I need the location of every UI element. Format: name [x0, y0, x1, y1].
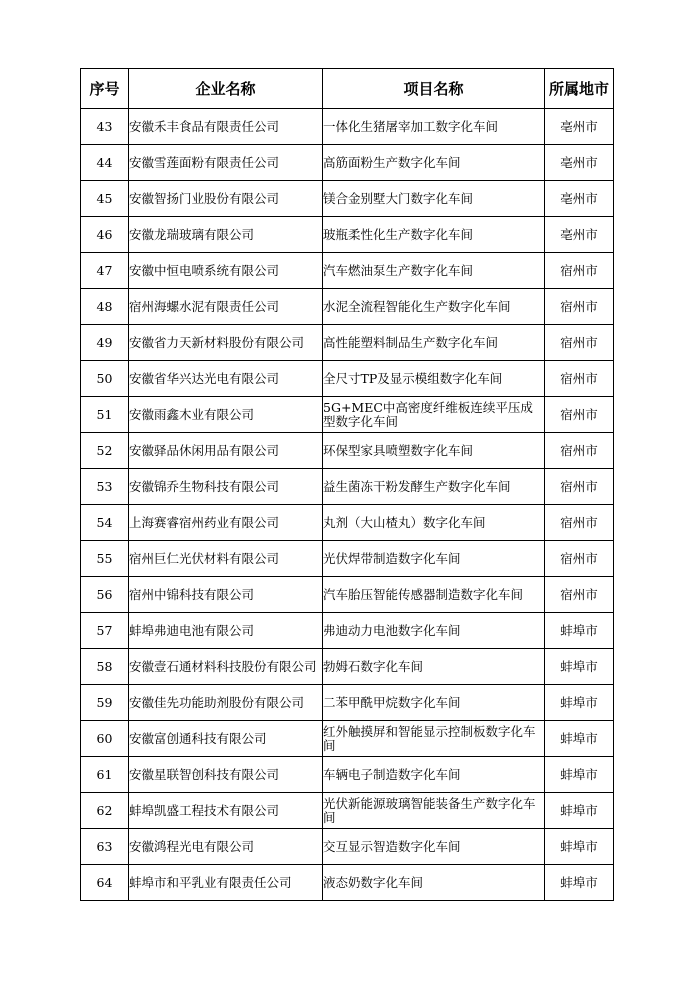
- header-city: 所属地市: [545, 69, 614, 109]
- row-number: 54: [81, 505, 129, 541]
- table-row: [81, 757, 614, 793]
- project-name: 交互显示智造数字化车间: [323, 829, 545, 865]
- company-name: 蚌埠凯盛工程技术有限公司: [129, 793, 323, 829]
- city-name: 宿州市: [545, 253, 614, 289]
- row-number: 60: [81, 721, 129, 757]
- company-name: 宿州海螺水泥有限责任公司: [129, 289, 323, 325]
- city-name: 宿州市: [545, 469, 614, 505]
- project-name: 水泥全流程智能化生产数字化车间: [323, 289, 545, 325]
- project-name: 一体化生猪屠宰加工数字化车间: [323, 109, 545, 145]
- project-name: 液态奶数字化车间: [323, 865, 545, 901]
- table-row: [81, 649, 614, 685]
- project-name: 高性能塑料制品生产数字化车间: [323, 325, 545, 361]
- table-row: [81, 361, 614, 397]
- row-number: 63: [81, 829, 129, 865]
- company-name: 安徽雨鑫木业有限公司: [129, 397, 323, 433]
- city-name: 蚌埠市: [545, 613, 614, 649]
- table-row: [81, 145, 614, 181]
- city-name: 蚌埠市: [545, 793, 614, 829]
- row-number: 61: [81, 757, 129, 793]
- table-row: [81, 577, 614, 613]
- project-name: 勃姆石数字化车间: [323, 649, 545, 685]
- row-number: 49: [81, 325, 129, 361]
- project-name: 玻瓶柔性化生产数字化车间: [323, 217, 545, 253]
- table-row: [81, 721, 614, 757]
- city-name: 宿州市: [545, 541, 614, 577]
- row-number: 64: [81, 865, 129, 901]
- company-name: 安徽省华兴达光电有限公司: [129, 361, 323, 397]
- row-number: 44: [81, 145, 129, 181]
- table-row: [81, 253, 614, 289]
- row-number: 45: [81, 181, 129, 217]
- city-name: 蚌埠市: [545, 829, 614, 865]
- company-name: 安徽中恒电喷系统有限公司: [129, 253, 323, 289]
- company-name: 蚌埠市和平乳业有限责任公司: [129, 865, 323, 901]
- row-number: 58: [81, 649, 129, 685]
- header-project: 项目名称: [323, 69, 545, 109]
- header-row: [81, 69, 614, 109]
- table-row: [81, 541, 614, 577]
- city-name: 宿州市: [545, 577, 614, 613]
- table-row: [81, 613, 614, 649]
- project-name: 环保型家具喷塑数字化车间: [323, 433, 545, 469]
- company-name: 安徽锦乔生物科技有限公司: [129, 469, 323, 505]
- project-name: 光伏新能源玻璃智能装备生产数字化车间: [323, 793, 545, 829]
- row-number: 59: [81, 685, 129, 721]
- row-number: 51: [81, 397, 129, 433]
- project-name: 5G+MEC中高密度纤维板连续平压成型数字化车间: [323, 397, 545, 433]
- company-name: 安徽智扬门业股份有限公司: [129, 181, 323, 217]
- company-name: 安徽雪莲面粉有限责任公司: [129, 145, 323, 181]
- city-name: 宿州市: [545, 397, 614, 433]
- company-name: 安徽富创通科技有限公司: [129, 721, 323, 757]
- table-row: [81, 397, 614, 433]
- city-name: 蚌埠市: [545, 757, 614, 793]
- table-row: [81, 505, 614, 541]
- table-row: [81, 433, 614, 469]
- city-name: 蚌埠市: [545, 649, 614, 685]
- company-name: 安徽驿品休闲用品有限公司: [129, 433, 323, 469]
- project-name: 全尺寸TP及显示模组数字化车间: [323, 361, 545, 397]
- company-name: 安徽鸿程光电有限公司: [129, 829, 323, 865]
- project-name: 汽车胎压智能传感器制造数字化车间: [323, 577, 545, 613]
- project-name: 二苯甲酰甲烷数字化车间: [323, 685, 545, 721]
- table-row: [81, 289, 614, 325]
- project-name: 光伏焊带制造数字化车间: [323, 541, 545, 577]
- table-row: [81, 829, 614, 865]
- row-number: 43: [81, 109, 129, 145]
- project-name: 益生菌冻干粉发酵生产数字化车间: [323, 469, 545, 505]
- row-number: 48: [81, 289, 129, 325]
- company-name: 安徽龙瑞玻璃有限公司: [129, 217, 323, 253]
- company-name: 安徽壹石通材料科技股份有限公司: [129, 649, 323, 685]
- city-name: 蚌埠市: [545, 721, 614, 757]
- city-name: 宿州市: [545, 433, 614, 469]
- row-number: 56: [81, 577, 129, 613]
- project-name: 弗迪动力电池数字化车间: [323, 613, 545, 649]
- project-list-table: [80, 68, 614, 901]
- row-number: 47: [81, 253, 129, 289]
- project-name: 汽车燃油泵生产数字化车间: [323, 253, 545, 289]
- row-number: 57: [81, 613, 129, 649]
- row-number: 50: [81, 361, 129, 397]
- company-name: 宿州巨仁光伏材料有限公司: [129, 541, 323, 577]
- table-row: [81, 325, 614, 361]
- table-row: [81, 217, 614, 253]
- row-number: 62: [81, 793, 129, 829]
- city-name: 宿州市: [545, 361, 614, 397]
- company-name: 宿州中锦科技有限公司: [129, 577, 323, 613]
- city-name: 亳州市: [545, 109, 614, 145]
- company-name: 安徽禾丰食品有限责任公司: [129, 109, 323, 145]
- project-name: 丸剂（大山楂丸）数字化车间: [323, 505, 545, 541]
- table-row: [81, 109, 614, 145]
- row-number: 46: [81, 217, 129, 253]
- city-name: 宿州市: [545, 289, 614, 325]
- project-name: 镁合金别墅大门数字化车间: [323, 181, 545, 217]
- project-name: 车辆电子制造数字化车间: [323, 757, 545, 793]
- table-row: [81, 469, 614, 505]
- header-company: 企业名称: [129, 69, 323, 109]
- project-name: 高筋面粉生产数字化车间: [323, 145, 545, 181]
- city-name: 宿州市: [545, 505, 614, 541]
- city-name: 蚌埠市: [545, 865, 614, 901]
- project-name: 红外触摸屏和智能显示控制板数字化车间: [323, 721, 545, 757]
- company-name: 安徽佳先功能助剂股份有限公司: [129, 685, 323, 721]
- city-name: 亳州市: [545, 217, 614, 253]
- table-row: [81, 181, 614, 217]
- table-row: [81, 865, 614, 901]
- row-number: 55: [81, 541, 129, 577]
- company-name: 安徽省力天新材料股份有限公司: [129, 325, 323, 361]
- company-name: 蚌埠弗迪电池有限公司: [129, 613, 323, 649]
- header-no: 序号: [81, 69, 129, 109]
- city-name: 蚌埠市: [545, 685, 614, 721]
- company-name: 上海赛睿宿州药业有限公司: [129, 505, 323, 541]
- city-name: 亳州市: [545, 181, 614, 217]
- city-name: 宿州市: [545, 325, 614, 361]
- company-name: 安徽星联智创科技有限公司: [129, 757, 323, 793]
- city-name: 亳州市: [545, 145, 614, 181]
- row-number: 52: [81, 433, 129, 469]
- table-row: [81, 685, 614, 721]
- row-number: 53: [81, 469, 129, 505]
- table-row: [81, 793, 614, 829]
